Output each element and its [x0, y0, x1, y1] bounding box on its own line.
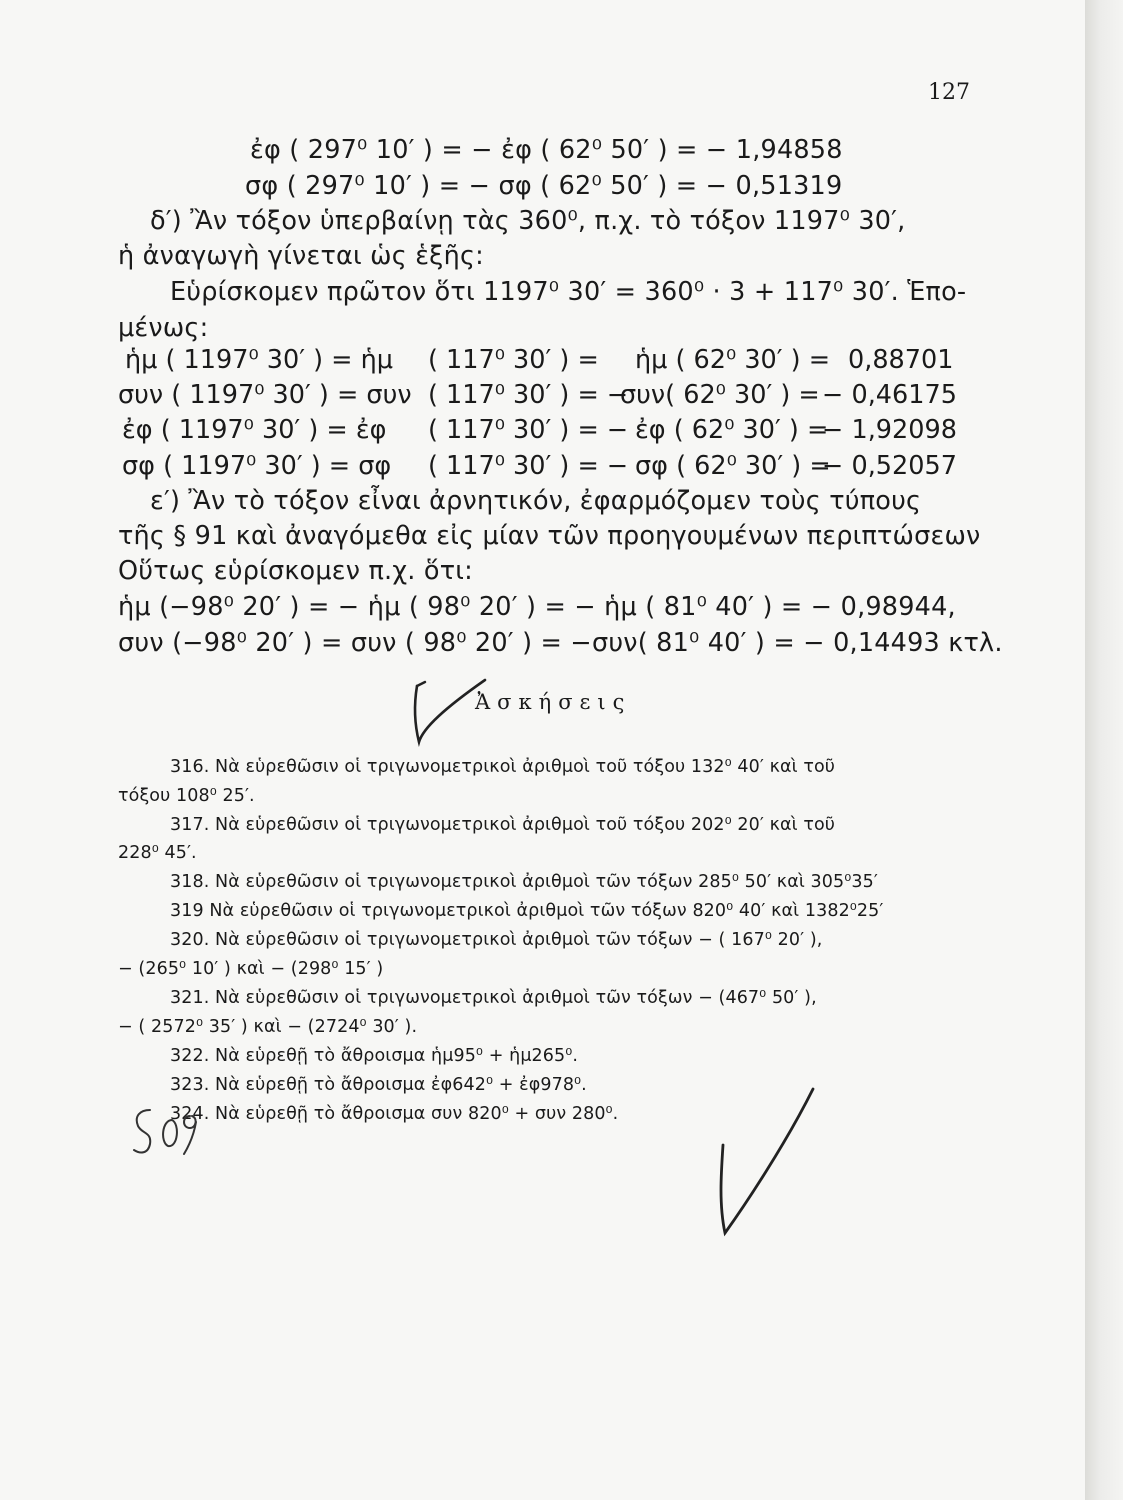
- table-cell: ἐφ ( 1197⁰ 30′ ) = ἐφ: [122, 415, 387, 445]
- exercise-line: 317. Νὰ εὑρεθῶσιν οἱ τριγωνομετρικοὶ ἀριθμοὶ τοῦ τόξου 202⁰ 20′ καὶ τοῦ: [170, 815, 836, 835]
- page-number: 127: [928, 80, 970, 105]
- exercise-line: 321. Νὰ εὑρεθῶσιν οἱ τριγωνομετρικοὶ ἀριθμοὶ τῶν τόξων − (467⁰ 50′ ),: [170, 988, 817, 1008]
- exercise-line: 322. Νὰ εὑρεθῇ τὸ ἄθροισμα ἡμ95⁰ + ἡμ265⁰.: [170, 1046, 579, 1066]
- page-edge-shadow: [1085, 0, 1123, 1500]
- exercise-line: 316. Νὰ εὑρεθῶσιν οἱ τριγωνομετρικοὶ ἀριθμοὶ τοῦ τόξου 132⁰ 40′ καὶ τοῦ: [170, 757, 836, 777]
- formula-line: ἐφ ( 297⁰ 10′ ) = − ἐφ ( 62⁰ 50′ ) = − 1,94858: [250, 135, 843, 165]
- table-cell: ἐφ ( 62⁰ 30′ ) =: [635, 415, 829, 445]
- table-cell: − 1,92098: [822, 415, 957, 445]
- exercise-line: 228⁰ 45′.: [118, 843, 197, 863]
- table-cell: ἡμ ( 1197⁰ 30′ ) = ἡμ: [125, 345, 394, 375]
- exercise-line: 324. Νὰ εὑρεθῇ τὸ ἄθροισμα συν 820⁰ + συν 280⁰.: [170, 1104, 619, 1124]
- paragraph-line: Οὕτως εὑρίσκομεν π.χ. ὅτι:: [118, 556, 473, 586]
- paragraph-line: δ′) Ἂν τόξον ὑπερβαίνῃ τὰς 360⁰, π.χ. τὸ τόξον 1197⁰ 30′,: [150, 206, 906, 236]
- paragraph-line: μένως:: [118, 313, 209, 343]
- table-cell: 0,88701: [848, 345, 954, 375]
- exercise-line: − (265⁰ 10′ ) καὶ − (298⁰ 15′ ): [118, 959, 384, 979]
- formula-line: συν (−98⁰ 20′ ) = συν ( 98⁰ 20′ ) = −συν( 81⁰ 40′ ) = − 0,14493 κτλ.: [118, 628, 1003, 658]
- paragraph-line: ε′) Ἂν τὸ τόξον εἶναι ἀρνητικόν, ἐφαρμόζομεν τοὺς τύπους: [150, 486, 922, 516]
- formula-line: σφ ( 297⁰ 10′ ) = − σφ ( 62⁰ 50′ ) = − 0,51319: [245, 171, 843, 201]
- table-cell: ( 117⁰ 30′ ) = −: [428, 415, 629, 445]
- table-cell: συν( 62⁰ 30′ ) =: [620, 380, 820, 410]
- handwritten-check-mark: [705, 1085, 825, 1245]
- table-cell: − 0,52057: [822, 451, 957, 481]
- paragraph-line: τῆς § 91 καὶ ἀναγόμεθα εἰς μίαν τῶν προηγουμένων περιπτώσεων: [118, 521, 981, 551]
- table-cell: σφ ( 62⁰ 30′ ) =: [635, 451, 831, 481]
- exercise-line: 319 Νὰ εὑρεθῶσιν οἱ τριγωνομετρικοὶ ἀριθμοὶ τῶν τόξων 820⁰ 40′ καὶ 1382⁰25′: [170, 901, 884, 921]
- table-cell: ἡμ ( 62⁰ 30′ ) =: [635, 345, 831, 375]
- exercise-line: τόξου 108⁰ 25′.: [118, 786, 255, 806]
- formula-line: ἡμ (−98⁰ 20′ ) = − ἡμ ( 98⁰ 20′ ) = − ἡμ ( 81⁰ 40′ ) = − 0,98944,: [118, 592, 956, 622]
- exercise-line: − ( 2572⁰ 35′ ) καὶ − (2724⁰ 30′ ).: [118, 1017, 418, 1037]
- table-cell: ( 117⁰ 30′ ) = −: [428, 451, 629, 481]
- table-cell: συν ( 1197⁰ 30′ ) = συν: [118, 380, 412, 410]
- table-cell: ( 117⁰ 30′ ) = −: [428, 380, 629, 410]
- handwritten-note: [128, 1098, 208, 1168]
- paragraph-line: Εὑρίσκομεν πρῶτον ὅτι 1197⁰ 30′ = 360⁰ · 3 + 117⁰ 30′. Ἑπο-: [170, 277, 967, 307]
- table-cell: σφ ( 1197⁰ 30′ ) = σφ: [122, 451, 392, 481]
- table-cell: ( 117⁰ 30′ ) =: [428, 345, 599, 375]
- table-cell: − 0,46175: [822, 380, 957, 410]
- exercise-line: 318. Νὰ εὑρεθῶσιν οἱ τριγωνομετρικοὶ ἀριθμοὶ τῶν τόξων 285⁰ 50′ καὶ 305⁰35′: [170, 872, 878, 892]
- exercise-line: 323. Νὰ εὑρεθῇ τὸ ἄθροισμα ἐφ642⁰ + ἐφ978⁰.: [170, 1075, 587, 1095]
- exercise-line: 320. Νὰ εὑρεθῶσιν οἱ τριγωνομετρικοὶ ἀριθμοὶ τῶν τόξων − ( 167⁰ 20′ ),: [170, 930, 823, 950]
- paragraph-line: ἡ ἀναγωγὴ γίνεται ὡς ἑξῆς:: [118, 241, 484, 271]
- exercises-heading: Ἀσκήσεις: [475, 690, 632, 714]
